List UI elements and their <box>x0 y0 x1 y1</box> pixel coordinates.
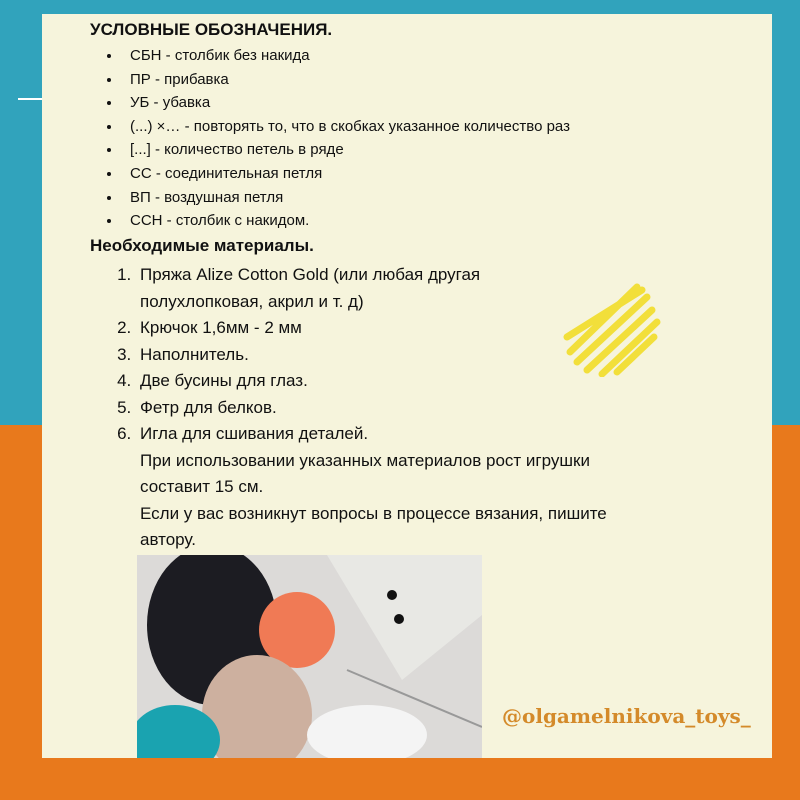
author-handle: @olgamelnikova_toys_ <box>502 704 751 728</box>
list-item: • ССН - столбик с накидом. <box>122 209 570 233</box>
list-item: 5. Фетр для белков. <box>136 395 660 422</box>
item-text: Игла для сшивания деталей. <box>140 424 369 443</box>
list-item: • УБ - убавка <box>122 91 570 115</box>
legend-list <box>90 44 570 233</box>
list-item <box>136 262 580 315</box>
list-item: • СБН - столбик без накида <box>122 44 570 68</box>
list-item: 2. Крючок 1,6мм - 2 мм <box>136 315 660 342</box>
list-item: 3. Наполнитель. <box>136 342 660 369</box>
item-text: Пряжа Alize Cotton Gold (или любая другая полухлопковая, акрил и т. д) <box>140 265 481 311</box>
list-item: • ВП - воздушная петля <box>122 186 570 210</box>
content-card <box>42 14 772 758</box>
list-item: • [...] - количество петель в ряде <box>122 138 570 162</box>
note: Если у вас возникнут вопросы в процессе вязания, пишите автору. <box>140 503 607 549</box>
note: При использовании указанных материалов рост игрушки составит 15 см. <box>140 450 590 496</box>
materials-title: Необходимые материалы. <box>90 236 314 255</box>
list-item: • ПР - прибавка <box>122 68 570 92</box>
yellow-scribble <box>562 282 662 377</box>
list-item: 4. Две бусины для глаз. <box>136 368 660 395</box>
yarn-photo-illustration <box>137 555 482 758</box>
legend-title: УСЛОВНЫЕ ОБОЗНАЧЕНИЯ. <box>90 20 333 39</box>
list-item: • (...) ×… - повторять то, что в скобках указанное количество раз <box>122 115 570 139</box>
list-item <box>136 421 660 554</box>
materials-photo <box>137 555 482 758</box>
list-item: • СС - соединительная петля <box>122 162 570 186</box>
